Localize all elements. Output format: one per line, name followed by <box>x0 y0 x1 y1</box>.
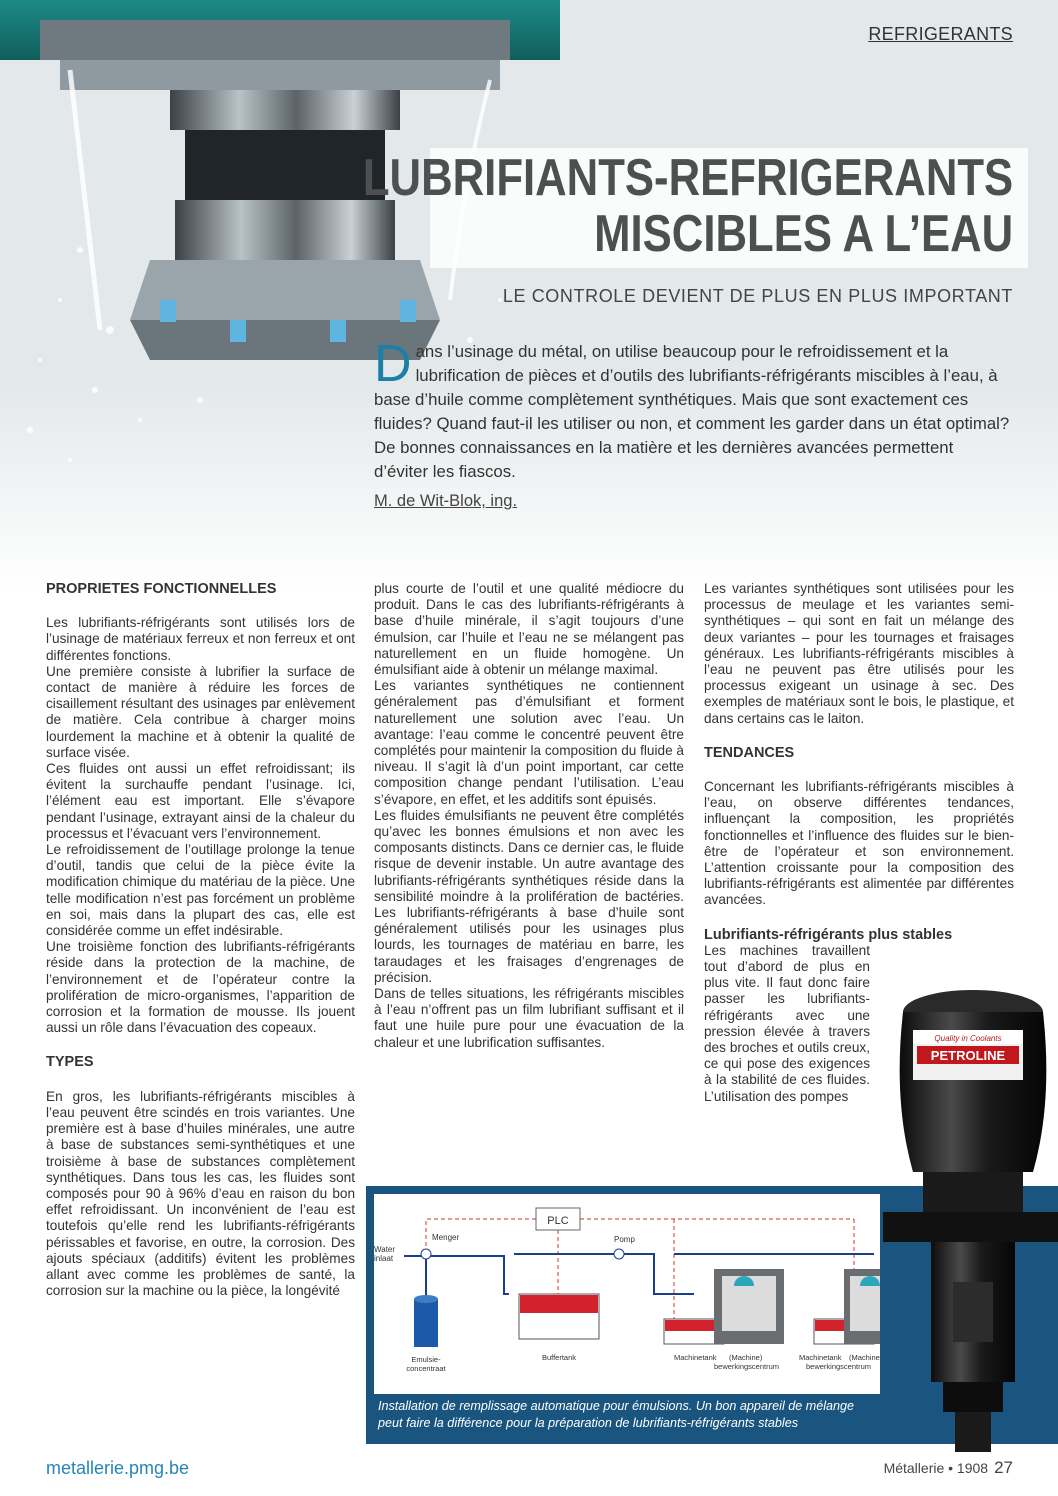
bewerkingscentrum-label-2: bewerkingscentrum <box>806 1362 872 1371</box>
machinetank-label-1: Machinetank <box>674 1353 717 1362</box>
paragraph: En gros, les lubrifiants-réfrigérants miscibles à l’eau peuvent être scindés en trois variantes. Une première est à base d’huiles minérales, une autre à base de substances semi-synthétiques et une troisième à base de substances complètement synthétiques. Dans tous les cas, les fluides sont composés pour 90 à 96% d’eau en raison du bon effet refroidissant. Un inconvénient de l’eau est toutefois qu’elle rend les lubrifiants-réfrigérants périssables et favorise, en outre, la corrosion. Des ajouts spéciaux (additifs) évitent les problèmes allant avec comme les problèmes de santé, la corrosion sur la machine ou la pièce, la longévité <box>46 1088 355 1299</box>
article-subtitle: LE CONTROLE DEVIENT DE PLUS EN PLUS IMPORTANT <box>502 286 1013 306</box>
heading-stables: Lubrifiants-réfrigérants plus stables <box>704 926 953 943</box>
menger-label: Menger <box>432 1233 460 1242</box>
water-label: Water <box>374 1245 396 1254</box>
section-tag[interactable]: REFRIGERANTS <box>868 24 1013 44</box>
intro-text: ans l’usinage du métal, on utilise beaucoup pour le refroidissement et la lubrification de pièces et d’outils des lubrifiants-réfrigérants miscibles à l’eau, à base d’huile comme complètement synthétiques. Mais que sont exactement ces fluides? Quand faut-il les utiliser ou non, et comment les garder dans un état optimal? De bonnes connaissances en la matière et les dernières avancées permettent d’éviter les fiascos. <box>374 342 1010 481</box>
paragraph: plus courte de l’outil et une qualité médiocre du produit. Dans le cas des lubrifiants-réfrigérants à base d’huile minérale, il s’agit toujours d’une émulsion, car l’huile et l’eau ne se mélangent pas naturellement en un fluide homogène. Un émulsifiant aide à obtenir un mélange maximal. <box>374 581 684 678</box>
paragraph: Dans de telles situations, les réfrigérants miscibles à l’eau n’offrent pas un film lubrifiant suffisant et il faut une huile pure pour une évacuation de la chaleur et une lubrification suffisantes. <box>374 986 684 1050</box>
paragraph: Ces fluides ont aussi un effet refroidissant; ils évitent la surchauffe pendant l’usinage. Ici, l’élément eau est important. Elle s’évapore pendant l’usinage, extrayant ainsi de la chaleur du processus et l’évacuant vers l’environnement. <box>46 761 355 841</box>
machine-label-1: (Machine) <box>729 1353 763 1362</box>
device-brand: PETROLINE <box>930 1048 1006 1063</box>
footer-website[interactable]: metallerie.pmg.be <box>46 1458 190 1478</box>
article-intro <box>374 335 1010 484</box>
paragraph: Le refroidissement de l’outillage prolonge la tenue d’outil, tandis que celui de la pièce évite la modification chimique du matériau de la pièce. Une telle modification n’est pas forcément un problème en soi, mais dans la plupart des cas, elle est considérée comme un effet indésirable. <box>46 842 355 939</box>
pomp-label: Pomp <box>614 1235 635 1244</box>
footer-issue <box>884 1458 1013 1478</box>
inlaat-label: inlaat <box>374 1254 394 1263</box>
heading-types: TYPES <box>46 1054 94 1071</box>
article-title <box>363 150 1013 262</box>
paragraph: Une première consiste à lubrifier la surface de contact de manière à réduire les forces de cisaillement résultant des usinages par enlèvement de matière. Cela contribue à charger moins lourdement la machine et à obtenir la qualité de surface visée. <box>46 663 355 760</box>
paragraph: Concernant les lubrifiants-réfrigérants miscibles à l’eau, on observe différentes tendances, influençant la composition, les propriétés fonctionnelles et l’influence des fluides sur le bien-être de l’opérateur et son environnement. L’attention croissante pour la composition des lubrifiants-réfrigérants est alimentée par différentes avancées. <box>704 779 1014 908</box>
paragraph: Les lubrifiants-réfrigérants sont utilisés lors de l’usinage de matériaux ferreux et non ferreux et ont différentes fonctions. <box>46 615 355 663</box>
column-2 <box>374 581 684 1051</box>
heading-tendances: TENDANCES <box>704 744 795 761</box>
issue-label: Métallerie • 1908 <box>883 1460 989 1476</box>
machinetank-label-2: Machinetank <box>799 1353 842 1362</box>
heading-proprietes: PROPRIETES FONCTIONNELLES <box>46 581 277 597</box>
page-number: 27 <box>994 1458 1013 1477</box>
paragraph: Les machines travaillent tout d’abord de plus en plus vite. Il faut donc faire passer les lubrifiants-réfrigérants avec une pression élevée à travers des broches et outils creux, ce qui pose des exigences à la stabilité de ces fluides. L’utilisation des pompes <box>704 942 870 1104</box>
bewerkingscentrum-label-1: bewerkingscentrum <box>714 1362 780 1371</box>
figure-caption: Installation de remplissage automatique pour émulsions. Un bon appareil de mélange peut faire la différence pour la préparation de lubrifiants-réfrigérants stables <box>378 1399 855 1430</box>
petroline-dosing-pump <box>883 982 1058 1462</box>
drop-cap: D <box>374 335 412 393</box>
machine-label-2: (Machine) <box>849 1353 880 1362</box>
emulsie-label: Emulsie- <box>411 1355 441 1364</box>
filling-installation-diagram <box>374 1194 880 1394</box>
paragraph: Les variantes synthétiques sont utilisées pour les processus de meulage et les variantes semi-synthétiques – qui sont en fait un mélange des deux variantes – pour les tournages et fraisages généraux. Les lubrifiants-réfrigérants miscibles à l’eau ne peuvent pas être utilisés pour les processus exigeant un usinage à sec. Des exemples de matériaux sont le bois, le plastique, et dans certains cas le laiton. <box>704 581 1014 726</box>
author-byline[interactable]: M. de Wit-Blok, ing. <box>374 492 518 510</box>
device-tagline: Quality in Coolants <box>934 1034 1002 1043</box>
buffertank-label: Buffertank <box>541 1353 577 1362</box>
plc-label: PLC <box>547 1215 569 1227</box>
title-line-2: MISCIBLES A L’EAU <box>593 205 1013 263</box>
paragraph: Les fluides émulsifiants ne peuvent être complétés qu’avec les bonnes émulsions et non avec les composants distincts. Dans ce dernier cas, le fluide risque de devenir instable. Un autre avantage des lubrifiants-réfrigérants synthétiques réside dans la sensibilité moindre à la prolifération de bactéries. Les lubrifiants-réfrigérants à base d’huile sont généralement utilisés pour les usinages plus lourds, les tournages de matériau en barre, les taraudages et les fraisages d’engrenages de précision. <box>374 807 684 985</box>
title-line-1: LUBRIFIANTS-REFRIGERANTS <box>362 149 1013 207</box>
concentraat-label: concentraat <box>406 1364 446 1373</box>
column-1 <box>46 581 355 1299</box>
paragraph: Une troisième fonction des lubrifiants-réfrigérants réside dans la protection de la machine, de l’environnement et de l’opérateur contre la prolifération de micro-organismes, l’apparition de corrosion et la formation de mousse. Ils jouent aussi un rôle dans l’évacuation des copeaux. <box>46 939 355 1036</box>
paragraph: Les variantes synthétiques ne contiennent généralement pas d’émulsifiant et forment naturellement une solution avec l’eau. Un avantage: l’eau comme le concentré peuvent être complétés pour maintenir la composition du fluide à niveau. Il s’agit là d’un point important, car cette composition change pendant l’utilisation. L’eau s’évapore, en effet, et les additifs sont épuisés. <box>374 678 684 807</box>
